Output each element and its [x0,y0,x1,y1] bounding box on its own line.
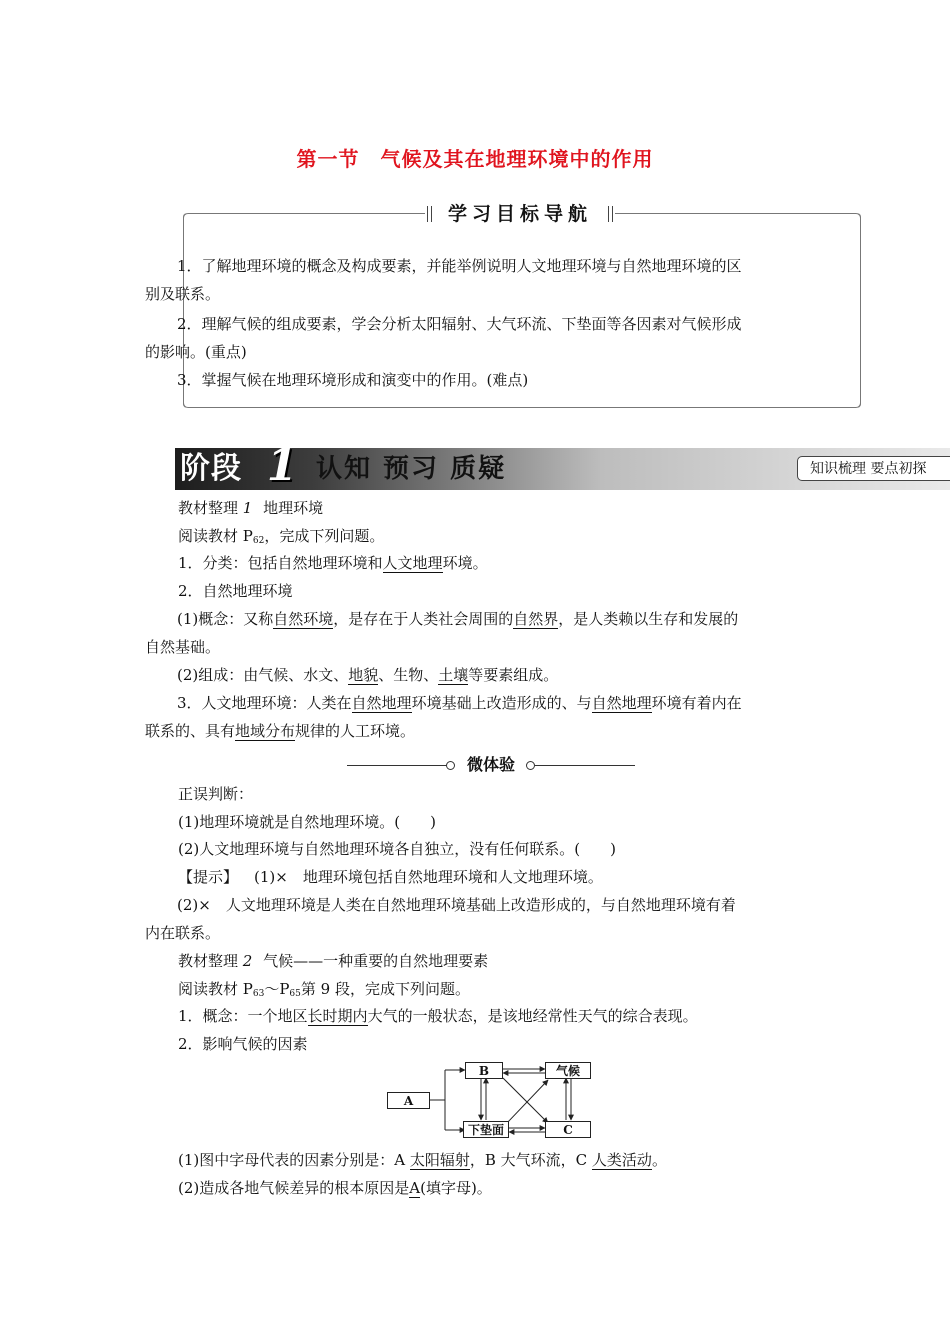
text: 自然基础。 [145,638,221,656]
objective-lead: 1． [177,257,202,275]
objective-item-2 [145,310,815,366]
text: 、生物、 [378,666,439,684]
text: 大气的一般状态，是该地经常性天气的综合表现。 [367,1007,698,1025]
answer-underline: 自然地理 [351,694,412,712]
divider-dot-left [446,761,455,770]
node-c: C [545,1121,591,1138]
hint-tag: 【提示】 [178,868,239,886]
answer-underline: 地域分布 [235,722,296,740]
stage-label: 阶段 [180,451,242,486]
objective-lead: 2． [177,315,202,333]
read-text-end: 第 9 段，完成下列问题。 [300,980,470,998]
text: 环境有着内在 [651,694,742,712]
text: ，是存在于人类社会周围的 [333,610,514,628]
heading-text: 教材整理 [178,499,239,517]
objective-text-cont: 的影响。(重点) [145,343,247,361]
read-text-end: ，完成下列问题。 [264,527,385,545]
text: (2)造成各地气候差异的根本原因是 [178,1179,410,1197]
climate-factors-diagram [385,1058,595,1142]
heading-number: 2 [242,952,253,970]
text: 1．分类：包括自然地理环境和 [178,554,383,572]
micro-judge: 正误判断： [178,785,254,803]
text: (填字母)。 [420,1179,492,1197]
objective-item-1 [145,252,815,308]
section2-heading [178,947,848,975]
answer-underline: 自然界 [513,610,559,628]
page-subscript: 65 [289,989,301,999]
node-climate: 气候 [545,1062,591,1079]
section1-p3 [145,605,815,661]
answer-underline: 地貌 [348,666,379,684]
divider-line-left [347,765,447,766]
text: 环境基础上改造形成的、与 [411,694,592,712]
read-text: 阅读教材 P [178,527,253,545]
stage-title: 认知 预习 质疑 [316,454,507,484]
text: 联系的、具有 [145,722,236,740]
heading-topic: 气候——一种重要的自然地理要素 [263,952,489,970]
node-b: B [465,1062,503,1079]
hint-text: (1)× 地理环境包括自然地理环境和人文地理环境。 [254,868,603,886]
objective-text: 掌握气候在地理环境形成和演变中的作用。(难点) [201,371,529,389]
section2-p2: 2．影响气候的因素 [178,1035,308,1053]
text: (1)图中字母代表的因素分别是：A [178,1151,410,1169]
objective-item-3 [145,366,815,394]
text: 3．人文地理环境：人类在 [177,694,352,712]
section1-p2: 2．自然地理环境 [178,582,293,600]
node-a: A [387,1092,430,1109]
section1-p5 [145,689,815,745]
page-title: 第一节 气候及其在地理环境中的作用 [296,147,654,171]
section2-p1 [178,1002,848,1030]
text: 规律的人工环境。 [295,722,416,740]
objective-lead: 3． [177,371,202,389]
micro-hint2 [145,891,815,947]
hint-text-cont: 内在联系。 [145,924,221,942]
text: 。 [651,1151,667,1169]
divider-dot-right [526,761,535,770]
objectives-banner: 学习目标导航 [425,200,615,228]
text: 1．概念：一个地区 [178,1007,308,1025]
micro-hint1 [178,863,848,891]
micro-q1: (1)地理环境就是自然地理环境。( ) [178,813,436,831]
answer-underline: 人文地理 [382,554,443,572]
micro-q2: (2)人文地理环境与自然地理环境各自独立，没有任何联系。( ) [178,840,616,858]
page-subscript: 63 [252,989,265,999]
stage-number: 1 [266,440,298,491]
node-surface: 下垫面 [463,1121,509,1138]
section1-p4 [145,661,815,689]
text: (1)概念：又称 [177,610,274,628]
divider-line-right [535,765,635,766]
section1-heading [178,494,848,522]
objective-text: 理解气候的组成要素，学会分析太阳辐射、大气环流、下垫面等各因素对气候形成 [201,315,742,333]
heading-topic: 地理环境 [263,499,324,517]
divider-label: 微体验 [466,755,515,774]
section2-q1 [178,1146,848,1174]
text: ，B 大气环流，C [469,1151,592,1169]
answer-underline: 自然环境 [273,610,334,628]
text: ，是人类赖以生存和发展的 [558,610,739,628]
answer-underline: A [409,1179,421,1197]
objective-text: 了解地理环境的概念及构成要素，并能举例说明人文地理环境与自然地理环境的区 [201,257,742,275]
page-subscript: 62 [252,536,265,546]
read-text: ～P [264,980,290,998]
text: 等要素组成。 [468,666,559,684]
objective-text-cont: 别及联系。 [145,285,221,303]
answer-underline: 土壤 [438,666,469,684]
frame-bottom [183,397,861,408]
answer-underline: 长时期内 [307,1007,368,1025]
stage-tag: 知识梳理 要点初探 [797,456,950,481]
text: 环境。 [442,554,488,572]
section1-p1 [178,549,848,577]
heading-text: 教材整理 [178,952,239,970]
hint-text: (2)× 人文地理环境是人类在自然地理环境基础上改造形成的，与自然地理环境有着 [177,896,736,914]
heading-number: 1 [242,499,253,517]
answer-underline: 自然地理 [591,694,652,712]
answer-underline: 人类活动 [591,1151,652,1169]
answer-underline: 太阳辐射 [409,1151,470,1169]
section2-q2 [178,1174,848,1202]
text: (2)组成：由气候、水文、 [177,666,349,684]
read-text: 阅读教材 P [178,980,253,998]
